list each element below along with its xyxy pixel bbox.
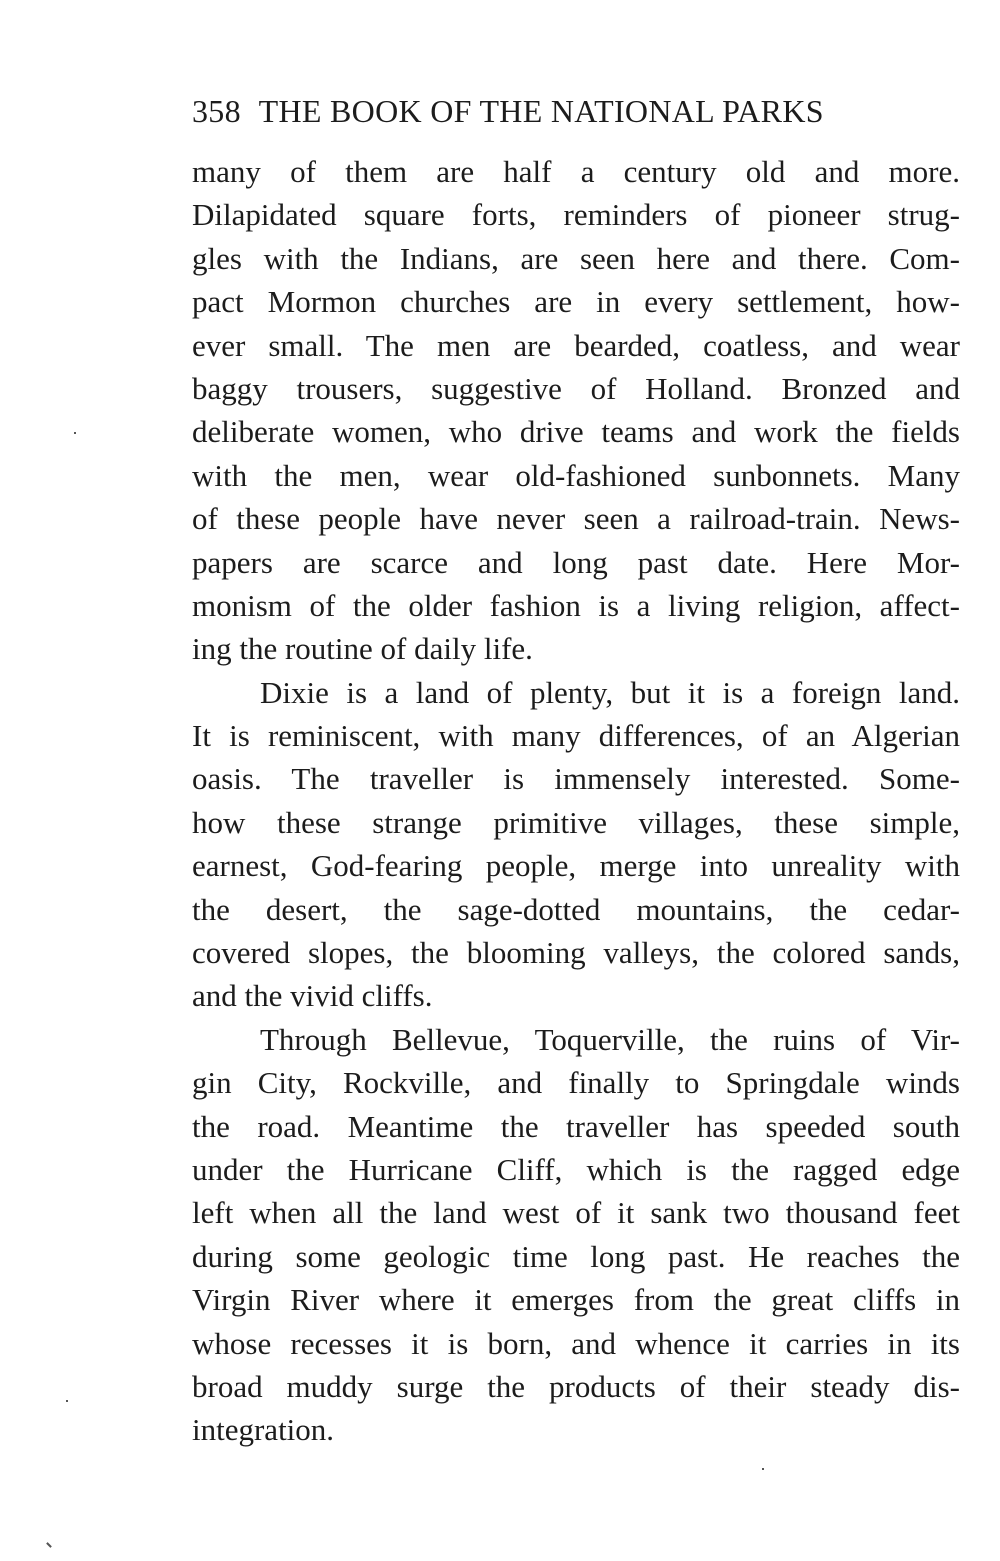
text-line: Virgin River where it emerges from the great cliffs in bbox=[192, 1282, 960, 1318]
text-line: covered slopes, the blooming valleys, the colored sands, bbox=[192, 935, 960, 971]
text-line: oasis. The traveller is immensely interested. Some- bbox=[192, 761, 960, 797]
text-line: Dilapidated square forts, reminders of pioneer strug- bbox=[192, 197, 960, 233]
text-line: gin City, Rockville, and finally to Springdale winds bbox=[192, 1065, 960, 1101]
text-line: Through Bellevue, Toquerville, the ruins of Vir- bbox=[260, 1021, 960, 1057]
paragraph bbox=[192, 1018, 960, 1452]
text-line: pact Mormon churches are in every settlement, how- bbox=[192, 284, 960, 320]
paragraph bbox=[192, 150, 960, 671]
text-line: under the Hurricane Cliff, which is the ragged edge bbox=[192, 1151, 960, 1187]
text-line: the road. Meantime the traveller has speeded south bbox=[192, 1108, 960, 1144]
text-line: Dixie is a land of plenty, but it is a foreign land. bbox=[260, 674, 960, 710]
text-line: many of them are half a century old and more. bbox=[192, 154, 960, 189]
text-line: the desert, the sage-dotted mountains, the cedar- bbox=[192, 891, 960, 927]
text-line: baggy trousers, suggestive of Holland. Bronzed and bbox=[192, 370, 960, 406]
text-line: papers are scarce and long past date. Here Mor- bbox=[192, 544, 960, 580]
text-line: how these strange primitive villages, these simple, bbox=[192, 804, 960, 840]
text-line: left when all the land west of it sank two thousand feet bbox=[192, 1195, 960, 1231]
scan-speck bbox=[46, 1542, 52, 1548]
text-line: during some geologic time long past. He reaches the bbox=[192, 1238, 960, 1274]
text-line: of these people have never seen a railroad-train. News- bbox=[192, 501, 960, 537]
text-line: It is reminiscent, with many differences, of an Algerian bbox=[192, 718, 960, 754]
body-text bbox=[192, 150, 960, 1452]
text-line: and the vivid cliffs. bbox=[192, 978, 433, 1014]
page-number: 358 bbox=[192, 93, 241, 129]
scan-speck bbox=[762, 1468, 764, 1470]
text-line: gles with the Indians, are seen here and there. Com- bbox=[192, 240, 960, 276]
text-line: ing the routine of daily life. bbox=[192, 631, 533, 667]
text-line: whose recesses it is born, and whence it carries in its bbox=[192, 1325, 960, 1361]
text-line: with the men, wear old-fashioned sunbonnets. Many bbox=[192, 457, 960, 493]
text-line: monism of the older fashion is a living religion, affect- bbox=[192, 587, 960, 623]
text-line: deliberate women, who drive teams and work the fields bbox=[192, 414, 960, 450]
text-line: broad muddy surge the products of their steady dis- bbox=[192, 1368, 960, 1404]
scan-speck bbox=[66, 1400, 68, 1402]
text-line: ever small. The men are bearded, coatless, and wear bbox=[192, 327, 960, 363]
running-title: THE BOOK OF THE NATIONAL PARKS bbox=[258, 93, 824, 129]
running-head bbox=[192, 89, 930, 133]
paragraph bbox=[192, 671, 960, 1018]
text-line: integration. bbox=[192, 1412, 335, 1448]
scan-speck bbox=[74, 432, 76, 434]
text-line: earnest, God-fearing people, merge into unreality with bbox=[192, 848, 960, 884]
